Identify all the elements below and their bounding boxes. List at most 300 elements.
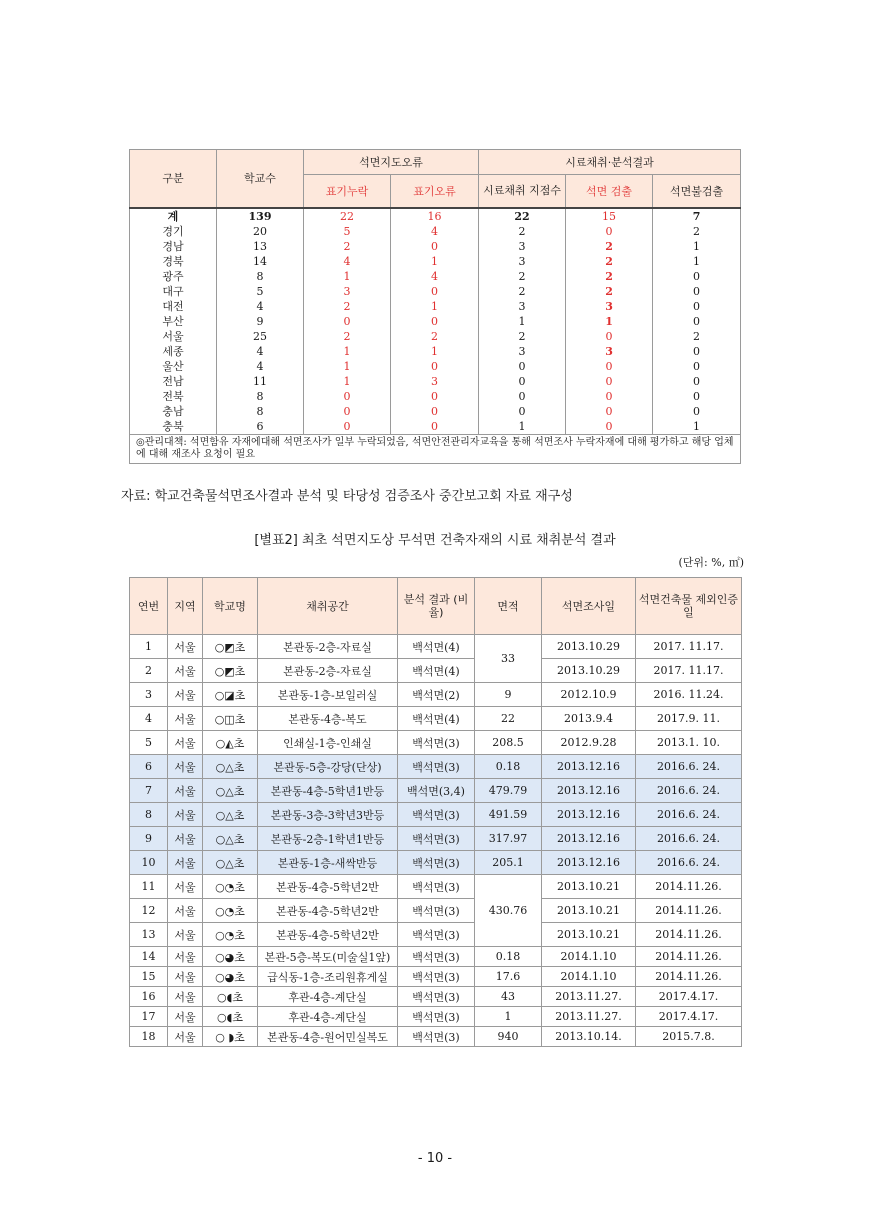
- table-cell: 3: [479, 254, 566, 269]
- table-cell: 9: [217, 314, 304, 329]
- table-cell: 2014.11.26.: [636, 923, 742, 947]
- table-cell: 4: [217, 344, 304, 359]
- unit-label: (단위: %, ㎡): [678, 556, 744, 569]
- table-row: [130, 1007, 742, 1027]
- table-cell: 2016.6. 24.: [636, 779, 742, 803]
- table-cell: 본관동-2층-1학년1반등: [258, 827, 398, 851]
- table-cell: 백석면(3): [398, 803, 475, 827]
- table-cell: 본관동-4층-5학년2반: [258, 923, 398, 947]
- table-cell: 백석면(4): [398, 707, 475, 731]
- header-location: 채취공간: [258, 578, 398, 635]
- table-row: [130, 851, 742, 875]
- table-cell: 서울: [168, 731, 203, 755]
- table-cell: 0: [304, 389, 391, 404]
- table-cell: 0: [653, 389, 741, 404]
- table-row: [130, 224, 741, 239]
- table-cell: 2013.11.27.: [542, 1007, 636, 1027]
- table-cell: ○◔초: [203, 875, 258, 899]
- table-cell: 0: [566, 359, 653, 374]
- table-cell: 본관동-4층-5학년2반: [258, 899, 398, 923]
- total-mislabel: 16: [391, 208, 479, 224]
- table-cell: 1: [479, 314, 566, 329]
- table-cell: 울산: [130, 359, 217, 374]
- table-cell: 2017.4.17.: [636, 1007, 742, 1027]
- table-cell: 백석면(3): [398, 1027, 475, 1047]
- table-cell: 0: [653, 299, 741, 314]
- table-cell: ○ ◗초: [203, 1027, 258, 1047]
- table-cell: 후관-4층-계단실: [258, 987, 398, 1007]
- table-cell: 4: [130, 707, 168, 731]
- table-row: [130, 899, 742, 923]
- table-cell: 백석면(3): [398, 923, 475, 947]
- header-school: 학교명: [203, 578, 258, 635]
- table-cell: 2017.4.17.: [636, 987, 742, 1007]
- table-cell: 43: [475, 987, 542, 1007]
- table-cell: ○◩초: [203, 635, 258, 659]
- table-cell: 본관동-4층-복도: [258, 707, 398, 731]
- table-cell: ○◭초: [203, 731, 258, 755]
- table-cell: 205.1: [475, 851, 542, 875]
- table-cell: 서울: [168, 779, 203, 803]
- table-cell: 0: [653, 314, 741, 329]
- table-cell: 940: [475, 1027, 542, 1047]
- table-cell: 3: [479, 239, 566, 254]
- table-cell: 백석면(3): [398, 1007, 475, 1027]
- table-cell: ○△초: [203, 779, 258, 803]
- table-cell: 0: [653, 344, 741, 359]
- header-schools: 학교수: [217, 150, 304, 208]
- table-cell: 5: [130, 731, 168, 755]
- table-cell: 백석면(4): [398, 635, 475, 659]
- table-cell: 4: [391, 224, 479, 239]
- table-cell: 1: [475, 1007, 542, 1027]
- table-row: [130, 827, 742, 851]
- table-cell: 본관동-5층-강당(단상): [258, 755, 398, 779]
- table-cell: 0: [391, 389, 479, 404]
- table-cell: 2016.6. 24.: [636, 803, 742, 827]
- management-note: ◎관리대책: 석면함유 자재에대해 석면조사가 일부 누락되었음, 석면안전관리자교육을 통해 석면조사 누락자재에 대해 평가하고 해당 업체에 대해 재조사 요청이 필요: [130, 434, 741, 463]
- table-cell: ○△초: [203, 827, 258, 851]
- table-cell: 2016.6. 24.: [636, 755, 742, 779]
- table-cell: 479.79: [475, 779, 542, 803]
- header-no: 연번: [130, 578, 168, 635]
- table-cell: 208.5: [475, 731, 542, 755]
- table-cell: 1: [391, 254, 479, 269]
- table-cell: 서울: [168, 1007, 203, 1027]
- table-cell: 0: [653, 359, 741, 374]
- table-cell: 백석면(3): [398, 851, 475, 875]
- table-cell: 11: [130, 875, 168, 899]
- table-cell: 1: [304, 359, 391, 374]
- table-cell: 인쇄실-1층-인쇄실: [258, 731, 398, 755]
- table-cell: 2014.11.26.: [636, 875, 742, 899]
- table-cell: 2017. 11.17.: [636, 659, 742, 683]
- table-cell: 백석면(2): [398, 683, 475, 707]
- table-cell: 서울: [168, 755, 203, 779]
- table-cell: 2013.10.14.: [542, 1027, 636, 1047]
- table-cell: 13: [130, 923, 168, 947]
- header-not-detected: 석면불검출: [653, 175, 741, 208]
- table-cell: 2: [479, 224, 566, 239]
- table-cell: 서울: [168, 947, 203, 967]
- table-cell: 18: [130, 1027, 168, 1047]
- table-cell: 서울: [168, 875, 203, 899]
- table-cell: 경남: [130, 239, 217, 254]
- table-cell: 1: [304, 344, 391, 359]
- table-cell: 0: [566, 224, 653, 239]
- table-cell: 서울: [168, 659, 203, 683]
- table-cell: 부산: [130, 314, 217, 329]
- table-cell: 1: [391, 299, 479, 314]
- table-cell: 3: [566, 344, 653, 359]
- table-cell: 2: [391, 329, 479, 344]
- table-cell: 본관동-4층-원어민실복도: [258, 1027, 398, 1047]
- table-cell: 2012.10.9: [542, 683, 636, 707]
- table-cell: 2013.10.21: [542, 899, 636, 923]
- table-row: [130, 344, 741, 359]
- table-cell: 2013.1. 10.: [636, 731, 742, 755]
- table-cell: 2014.1.10: [542, 947, 636, 967]
- table-cell: 2014.11.26.: [636, 947, 742, 967]
- table-cell: 2013.11.27.: [542, 987, 636, 1007]
- table-row: [130, 707, 742, 731]
- table-cell: 백석면(3,4): [398, 779, 475, 803]
- header-region: 지역: [168, 578, 203, 635]
- table-cell: 0: [391, 359, 479, 374]
- table-cell: 0.18: [475, 755, 542, 779]
- table-cell: 17.6: [475, 967, 542, 987]
- table-cell: 8: [217, 389, 304, 404]
- table-cell: ○△초: [203, 851, 258, 875]
- table-cell: 2014.11.26.: [636, 967, 742, 987]
- table-cell: 백석면(3): [398, 967, 475, 987]
- table-cell: 2013.12.16: [542, 827, 636, 851]
- table-row: [130, 404, 741, 419]
- table-cell: 0: [304, 404, 391, 419]
- table-cell: 8: [217, 269, 304, 284]
- table-cell: 2015.7.8.: [636, 1027, 742, 1047]
- table-cell: 경기: [130, 224, 217, 239]
- table-cell: 2: [304, 299, 391, 314]
- table-cell: 2016. 11.24.: [636, 683, 742, 707]
- table-cell: 대전: [130, 299, 217, 314]
- table2-title: [별표2] 최초 석면지도상 무석면 건축자재의 시료 채취분석 결과: [254, 533, 616, 548]
- table-cell: 0.18: [475, 947, 542, 967]
- table-row: [130, 923, 742, 947]
- page-number: - 10 -: [417, 1151, 453, 1166]
- table-cell: 서울: [168, 851, 203, 875]
- table-cell: 백석면(3): [398, 731, 475, 755]
- table-cell: 4: [304, 254, 391, 269]
- table-cell: 10: [130, 851, 168, 875]
- table-cell: 광주: [130, 269, 217, 284]
- table-cell: 0: [304, 314, 391, 329]
- table-cell: 서울: [168, 683, 203, 707]
- table-cell: 백석면(4): [398, 659, 475, 683]
- table-cell: 2: [130, 659, 168, 683]
- table-cell: ○◪초: [203, 683, 258, 707]
- table-cell: 전북: [130, 389, 217, 404]
- table-cell: 0: [566, 329, 653, 344]
- table-cell: 2017.9. 11.: [636, 707, 742, 731]
- table-row: [130, 314, 741, 329]
- table-cell: 9: [130, 827, 168, 851]
- table-cell: 2012.9.28: [542, 731, 636, 755]
- table-cell: ○△초: [203, 755, 258, 779]
- table-cell: 백석면(3): [398, 899, 475, 923]
- table-cell: 12: [130, 899, 168, 923]
- table-cell: 0: [653, 284, 741, 299]
- table-row: [130, 987, 742, 1007]
- table-cell: 3: [130, 683, 168, 707]
- header-area: 면적: [475, 578, 542, 635]
- table-cell: 1: [391, 344, 479, 359]
- table-cell: 0: [304, 419, 391, 435]
- total-missing: 22: [304, 208, 391, 224]
- header-points: 시료채취 지점수: [479, 175, 566, 208]
- table-cell: 본관동-3층-3학년3반등: [258, 803, 398, 827]
- table-cell: 2: [566, 284, 653, 299]
- table-cell: 0: [391, 419, 479, 435]
- table-row: [130, 967, 742, 987]
- table-cell: 5: [217, 284, 304, 299]
- table-cell: 8: [217, 404, 304, 419]
- table-cell: 20: [217, 224, 304, 239]
- table-cell: 2014.11.26.: [636, 899, 742, 923]
- table-cell: 서울: [168, 1027, 203, 1047]
- sampling-results-table: [129, 577, 742, 1047]
- table-cell: 서울: [168, 635, 203, 659]
- table-cell: 0: [391, 404, 479, 419]
- table-cell: 5: [304, 224, 391, 239]
- table-cell: 대구: [130, 284, 217, 299]
- note-row: [130, 434, 741, 463]
- table-cell: 9: [475, 683, 542, 707]
- table-cell: ○△초: [203, 803, 258, 827]
- table-cell: 본관동-1층-새싹반등: [258, 851, 398, 875]
- table-cell: 17: [130, 1007, 168, 1027]
- table-cell: 본관-5층-복도(미술실1앞): [258, 947, 398, 967]
- table-cell: 0: [391, 314, 479, 329]
- total-label: 계: [130, 208, 217, 224]
- table-cell: 1: [653, 254, 741, 269]
- table-row: [130, 803, 742, 827]
- table-cell: 0: [391, 284, 479, 299]
- table-cell: 8: [130, 803, 168, 827]
- table-cell: ○◕초: [203, 967, 258, 987]
- table-cell: 본관동-1층-보일러실: [258, 683, 398, 707]
- source-note: 자료: 학교건축물석면조사결과 분석 및 타당성 검증조사 중간보고회 자료 재구성: [121, 489, 573, 504]
- table-cell: 서울: [168, 923, 203, 947]
- table-cell: 0: [653, 374, 741, 389]
- table-cell: 2: [566, 269, 653, 284]
- table-cell: 서울: [168, 803, 203, 827]
- table-cell: 2013.12.16: [542, 779, 636, 803]
- table-cell: 본관동-4층-5학년2반: [258, 875, 398, 899]
- table-cell: 2014.1.10: [542, 967, 636, 987]
- table-cell: 서울: [168, 707, 203, 731]
- table-cell: 서울: [130, 329, 217, 344]
- table-cell: 서울: [168, 899, 203, 923]
- table-row: [130, 299, 741, 314]
- table-row: [130, 635, 742, 659]
- table-cell: 2: [479, 269, 566, 284]
- table-row: [130, 374, 741, 389]
- total-row: [130, 208, 741, 224]
- table-row: [130, 947, 742, 967]
- table-cell: ○◩초: [203, 659, 258, 683]
- table-cell: 2: [304, 239, 391, 254]
- total-detected: 15: [566, 208, 653, 224]
- table-cell: 11: [217, 374, 304, 389]
- table-cell: 3: [479, 299, 566, 314]
- table-cell: 본관동-2층-자료실: [258, 635, 398, 659]
- table-row: [130, 359, 741, 374]
- table-cell: 6: [130, 755, 168, 779]
- header-detected: 석면 검출: [566, 175, 653, 208]
- table-cell: 0: [479, 359, 566, 374]
- table-cell: 2: [479, 329, 566, 344]
- table-cell: 0: [653, 404, 741, 419]
- table-cell: 경북: [130, 254, 217, 269]
- table-cell: 3: [304, 284, 391, 299]
- table-row: [130, 389, 741, 404]
- table-cell: 1: [130, 635, 168, 659]
- table-cell: 6: [217, 419, 304, 435]
- table-cell: 백석면(3): [398, 875, 475, 899]
- table-cell: 14: [130, 947, 168, 967]
- table-cell: 0: [566, 419, 653, 435]
- table-row: [130, 284, 741, 299]
- table-row: [130, 419, 741, 435]
- table-cell: 7: [130, 779, 168, 803]
- table-cell: 백석면(3): [398, 987, 475, 1007]
- table-cell: 0: [479, 404, 566, 419]
- total-not-detected: 7: [653, 208, 741, 224]
- table-row: [130, 1027, 742, 1047]
- table-cell: 백석면(3): [398, 827, 475, 851]
- table-cell: 2: [653, 329, 741, 344]
- table-cell: 2: [566, 239, 653, 254]
- table-cell: 491.59: [475, 803, 542, 827]
- header-sampling: 시료채취·분석결과: [479, 150, 741, 175]
- table-cell: 서울: [168, 827, 203, 851]
- table-cell: 25: [217, 329, 304, 344]
- table-cell: ○◫초: [203, 707, 258, 731]
- table-cell: ○◔초: [203, 899, 258, 923]
- table-cell: 15: [130, 967, 168, 987]
- table-cell: 후관-4층-계단실: [258, 1007, 398, 1027]
- table-cell: 2016.6. 24.: [636, 851, 742, 875]
- table-cell: ○◕초: [203, 947, 258, 967]
- table-cell: 4: [217, 299, 304, 314]
- table-cell: 3: [479, 344, 566, 359]
- table-cell: 0: [479, 389, 566, 404]
- table-cell: 1: [304, 374, 391, 389]
- table-cell: 2013.10.29: [542, 635, 636, 659]
- table-cell: 22: [475, 707, 542, 731]
- table-row: [130, 683, 742, 707]
- table-cell: 2013.9.4: [542, 707, 636, 731]
- header-survey-date: 석면조사일: [542, 578, 636, 635]
- total-points: 22: [479, 208, 566, 224]
- table-row: [130, 254, 741, 269]
- table-cell: 서울: [168, 967, 203, 987]
- table-cell: 2013.10.21: [542, 875, 636, 899]
- header-missing: 표기누락: [304, 175, 391, 208]
- table-cell: 4: [217, 359, 304, 374]
- table-row: [130, 269, 741, 284]
- table-cell: 충북: [130, 419, 217, 435]
- table-cell: 16: [130, 987, 168, 1007]
- table-cell: 2: [479, 284, 566, 299]
- table-cell: ○◔초: [203, 923, 258, 947]
- table-cell: 2: [304, 329, 391, 344]
- table-cell: 0: [566, 389, 653, 404]
- table-cell: 백석면(3): [398, 947, 475, 967]
- table-cell: 33: [475, 635, 542, 683]
- table-cell: 4: [391, 269, 479, 284]
- table-row: [130, 731, 742, 755]
- total-schools: 139: [217, 208, 304, 224]
- table-cell: 2016.6. 24.: [636, 827, 742, 851]
- table-row: [130, 779, 742, 803]
- table-cell: 2017. 11.17.: [636, 635, 742, 659]
- table-row: [130, 659, 742, 683]
- table-cell: 2: [653, 224, 741, 239]
- table-cell: 백석면(3): [398, 755, 475, 779]
- table-cell: 2: [566, 254, 653, 269]
- table-cell: 2013.12.16: [542, 803, 636, 827]
- table-cell: 0: [479, 374, 566, 389]
- table-cell: 1: [653, 239, 741, 254]
- table-cell: 3: [566, 299, 653, 314]
- table-cell: 본관동-4층-5학년1반등: [258, 779, 398, 803]
- table-cell: 13: [217, 239, 304, 254]
- header-cert-date: 석면건축물 제외인증일: [636, 578, 742, 635]
- table-cell: 1: [653, 419, 741, 435]
- header-mislabel: 표기오류: [391, 175, 479, 208]
- table-row: [130, 329, 741, 344]
- table-cell: 0: [391, 239, 479, 254]
- table-cell: 2013.12.16: [542, 851, 636, 875]
- table-cell: 급식동-1층-조리원휴게실: [258, 967, 398, 987]
- table-cell: 세종: [130, 344, 217, 359]
- header-map-error: 석면지도오류: [304, 150, 479, 175]
- table-cell: 430.76: [475, 875, 542, 947]
- school-asbestos-table: [129, 149, 741, 464]
- table-row: [130, 875, 742, 899]
- table-cell: 2013.10.29: [542, 659, 636, 683]
- table-cell: 14: [217, 254, 304, 269]
- table-cell: 0: [566, 374, 653, 389]
- table-row: [130, 239, 741, 254]
- table-cell: 1: [566, 314, 653, 329]
- table-cell: 1: [479, 419, 566, 435]
- table-cell: 0: [566, 404, 653, 419]
- table-cell: 317.97: [475, 827, 542, 851]
- table-cell: 3: [391, 374, 479, 389]
- table-cell: ○◖초: [203, 1007, 258, 1027]
- table-cell: ○◖초: [203, 987, 258, 1007]
- header-result: 분석 결과 (비율): [398, 578, 475, 635]
- header-gubun: 구분: [130, 150, 217, 208]
- table-cell: 전남: [130, 374, 217, 389]
- table-cell: 충남: [130, 404, 217, 419]
- table-cell: 2013.12.16: [542, 755, 636, 779]
- table-cell: 0: [653, 269, 741, 284]
- table-cell: 1: [304, 269, 391, 284]
